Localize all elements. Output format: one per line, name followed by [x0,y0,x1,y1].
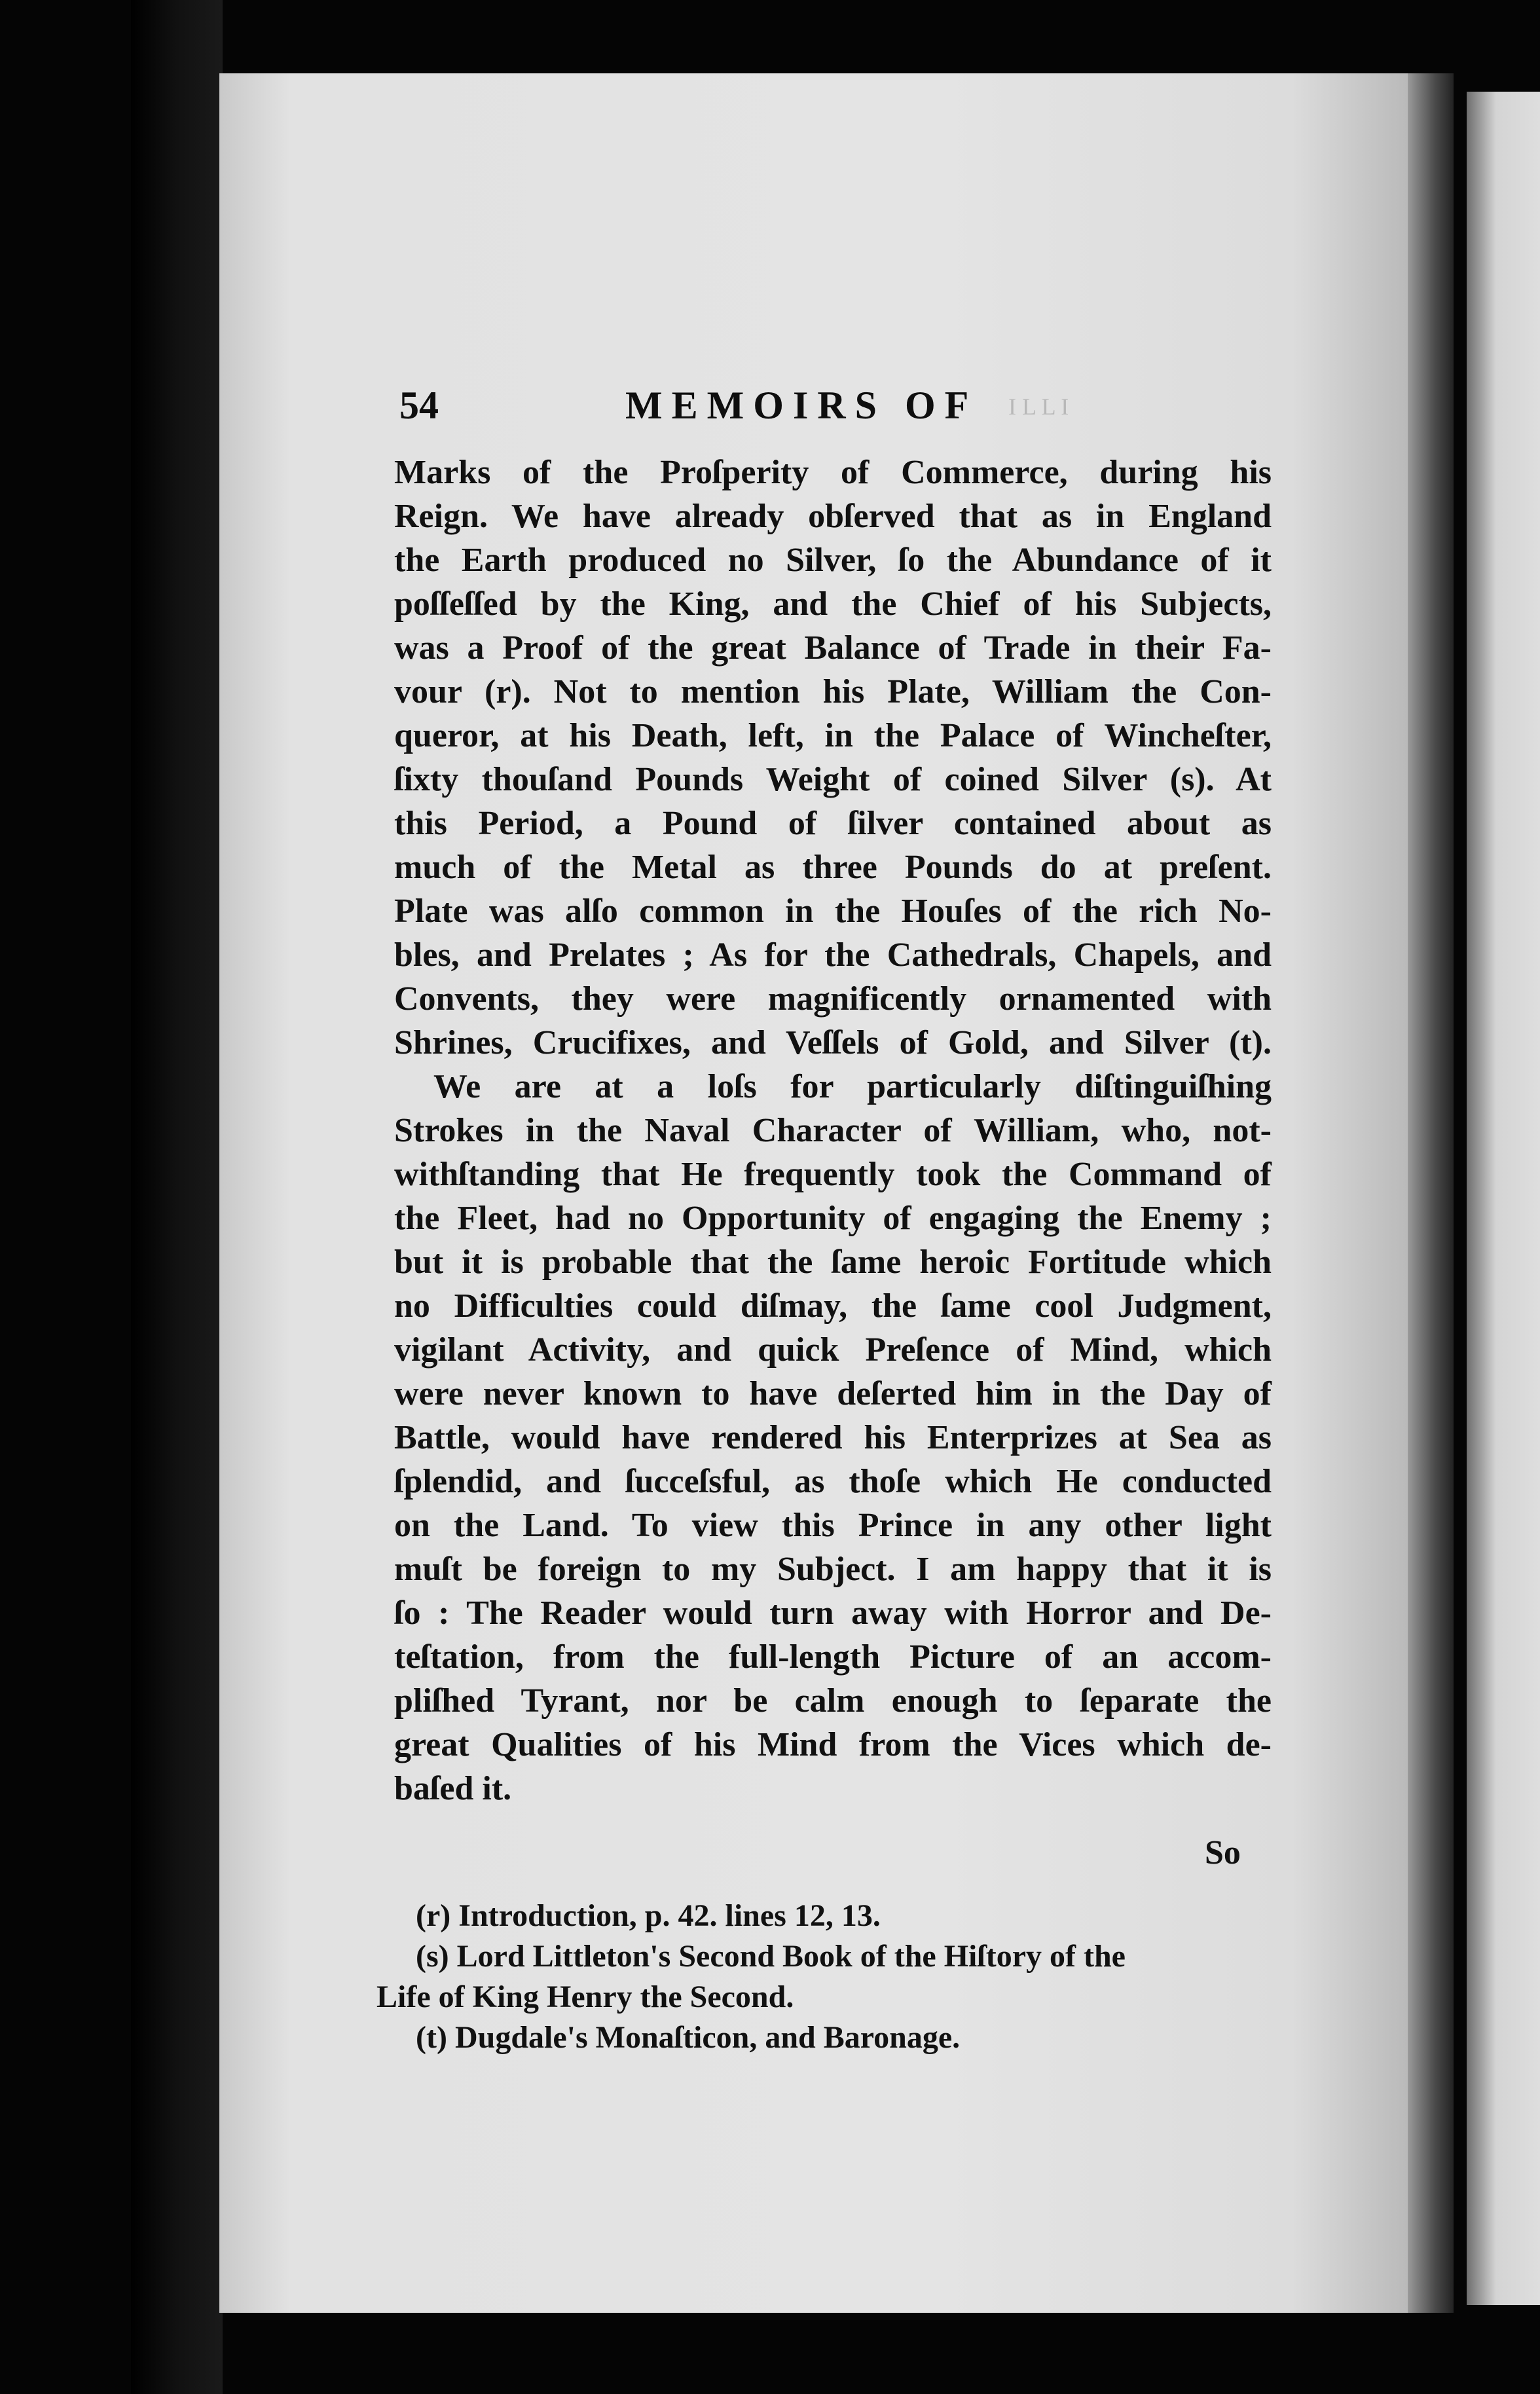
catchword: So [1205,1834,1241,1871]
text-line: withſtanding that He frequently took the Command of [394,1156,1272,1193]
text-line: Marks of the Proſperity of Commerce, during his [394,454,1272,491]
text-line: ſo : The Reader would turn away with Horror and De- [394,1594,1272,1632]
text-line: Reign. We have already obſerved that as in England [394,498,1272,535]
text-line: was a Proof of the great Balance of Trade in their Fa- [394,629,1272,667]
facing-page-edge [1467,92,1540,2305]
text-line: vour (r). Not to mention his Plate, William the Con- [394,673,1272,710]
footnote-r: (r) Introduction, p. 42. lines 12, 13. [416,1898,881,1933]
page-fold-shadow [1408,73,1454,2313]
text-line: Convents, they were magnificently ornamented with [394,980,1272,1018]
text-line: poſſeſſed by the King, and the Chief of his Subjects, [394,585,1272,623]
text-line: teſtation, from the full-length Picture of an accom- [394,1638,1272,1676]
text-line: on the Land. To view this Prince in any other light [394,1507,1272,1544]
text-line: much of the Metal as three Pounds do at preſent. [394,849,1272,886]
running-head-title: MEMOIRS OF [625,384,978,427]
text-line-last: baſed it. [394,1770,512,1807]
text-line: queror, at his Death, left, in the Palace of Wincheſter, [394,717,1272,754]
running-head [399,383,1270,435]
text-line: the Fleet, had no Opportunity of engaging the Enemy ; [394,1200,1272,1237]
text-line: vigilant Activity, and quick Preſence of Mind, which [394,1331,1272,1369]
text-line: Shrines, Crucifixes, and Veſſels of Gold, and Silver (t). [394,1024,1272,1061]
text-line: muſt be foreign to my Subject. I am happy that it is [394,1551,1272,1588]
book-gutter-shadow [131,0,223,2394]
text-line: but it is probable that the ſame heroic Fortitude which [394,1243,1272,1281]
body-text [394,451,1272,1811]
footnote-s-continued: Life of King Henry the Second. [376,1980,794,2014]
footnote-t: (t) Dugdale's Monaſticon, and Baronage. [416,2020,961,2055]
text-line: pliſhed Tyrant, nor be calm enough to ſeparate the [394,1682,1272,1720]
text-line: were never known to have deſerted him in the Day of [394,1375,1272,1412]
text-line: no Difficulties could diſmay, the ſame cool Judgment, [394,1287,1272,1325]
text-line: this Period, a Pound of ſilver contained about as [394,805,1272,842]
text-line: great Qualities of his Mind from the Vices which de- [394,1726,1272,1763]
text-line: the Earth produced no Silver, ſo the Abundance of it [394,542,1272,579]
footnotes [376,1896,1254,2058]
text-line: bles, and Prelates ; As for the Cathedrals, Chapels, and [394,936,1272,974]
text-line-paragraph-start: We are at a loſs for particularly diſtinguiſhing [433,1068,1272,1105]
footnote-s: (s) Lord Littleton's Second Book of the Hiſtory of the [416,1939,1126,1974]
show-through-text: I L L I [1008,394,1069,420]
page-number: 54 [399,384,439,427]
text-line: Battle, would have rendered his Enterprizes at Sea as [394,1419,1272,1456]
text-line: ſixty thouſand Pounds Weight of coined Silver (s). At [394,761,1272,798]
text-line: Plate was alſo common in the Houſes of the rich No- [394,893,1272,930]
text-line: ſplendid, and ſucceſsful, as thoſe which He conducted [394,1463,1272,1500]
text-line: Strokes in the Naval Character of William, who, not- [394,1112,1272,1149]
